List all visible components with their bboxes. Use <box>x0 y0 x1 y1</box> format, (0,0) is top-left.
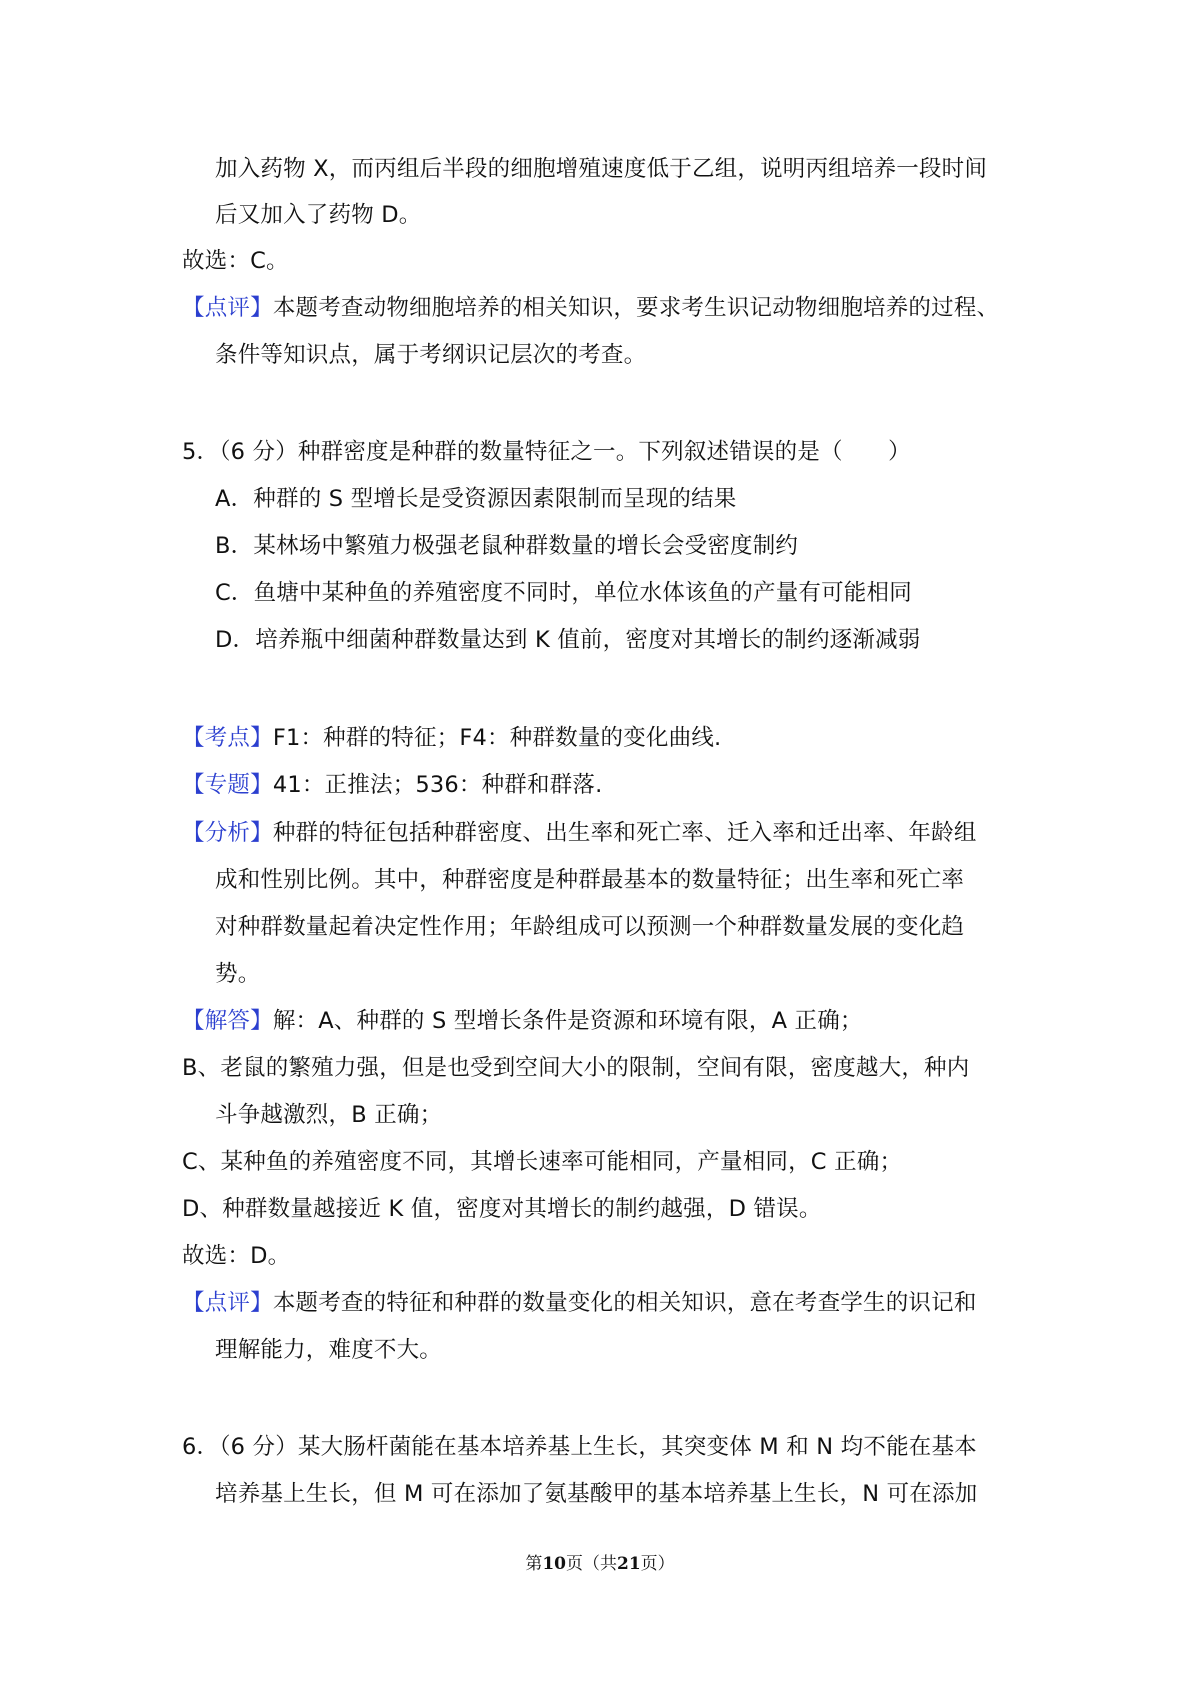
zhuanti <box>182 770 602 800</box>
jieda-b-line-1: B、老鼠的繁殖力强，但是也受到空间大小的限制，空间有限，密度越大，种内 <box>182 1055 970 1081</box>
jieda <box>182 1006 863 1036</box>
question-5-comment <box>182 1288 977 1318</box>
jieda-d: D、种群数量越接近 K 值，密度对其增长的制约越强，D 错误。 <box>182 1196 822 1222</box>
total-pages: 21 <box>617 1554 641 1574</box>
jieda-b-line-2: 斗争越激烈，B 正确； <box>215 1102 443 1128</box>
prev-answer: 故选：C。 <box>182 248 289 274</box>
prev-comment <box>182 293 999 323</box>
footer-prefix: 第 <box>525 1554 543 1574</box>
question-5-comment-line-2: 理解能力，难度不大。 <box>215 1337 443 1363</box>
fenxi-line-2: 成和性别比例。其中，种群密度是种群最基本的数量特征；出生率和死亡率 <box>215 867 965 893</box>
jieda-text: 解：A、种群的 S 型增长条件是资源和环境有限，A 正确； <box>272 1008 863 1034</box>
fenxi-text: 种群的特征包括种群密度、出生率和死亡率、迁入率和迁出率、年龄组 <box>272 820 977 846</box>
kaodian <box>182 723 721 753</box>
zhuanti-text: 41：正推法；536：种群和群落. <box>272 772 603 798</box>
prev-analysis-line-1: 加入药物 X，而丙组后半段的细胞增殖速度低于乙组，说明丙组培养一段时间 <box>215 156 988 182</box>
comment-tag: 【点评】 <box>182 1290 273 1316</box>
question-5-option-a: A．种群的 S 型增长是受资源因素限制而呈现的结果 <box>215 486 737 512</box>
question-5-stem: 5．（6 分）种群密度是种群的数量特征之一。下列叙述错误的是（ ） <box>182 439 911 465</box>
question-5-option-d: D．培养瓶中细菌种群数量达到 K 值前，密度对其增长的制约逐渐减弱 <box>215 627 921 653</box>
comment-text: 本题考查动物细胞培养的相关知识，要求考生识记动物细胞培养的过程、 <box>272 295 1000 321</box>
kaodian-tag: 【考点】 <box>182 725 273 751</box>
footer-middle: 页（共 <box>566 1554 617 1574</box>
fenxi <box>182 818 977 848</box>
page-number: 10 <box>542 1554 566 1574</box>
page-footer <box>0 1552 1200 1576</box>
question-6-stem-line-2: 培养基上生长，但 M 可在添加了氨基酸甲的基本培养基上生长，N 可在添加 <box>215 1481 978 1507</box>
fenxi-line-4: 势。 <box>215 961 261 987</box>
comment-text: 本题考查的特征和种群的数量变化的相关知识，意在考查学生的识记和 <box>272 1290 977 1316</box>
jieda-tag: 【解答】 <box>182 1008 273 1034</box>
comment-tag: 【点评】 <box>182 295 273 321</box>
prev-comment-line-2: 条件等知识点，属于考纲识记层次的考查。 <box>215 342 647 368</box>
question-5-option-b: B．某林场中繁殖力极强老鼠种群数量的增长会受密度制约 <box>215 533 799 559</box>
prev-analysis-line-2: 后又加入了药物 D。 <box>215 202 422 228</box>
question-5-option-c: C．鱼塘中某种鱼的养殖密度不同时，单位水体该鱼的产量有可能相同 <box>215 580 912 606</box>
question-6-stem-line-1: 6．（6 分）某大肠杆菌能在基本培养基上生长，其突变体 M 和 N 均不能在基本 <box>182 1434 977 1460</box>
question-5-answer: 故选：D。 <box>182 1243 291 1269</box>
jieda-c: C、某种鱼的养殖密度不同，其增长速率可能相同，产量相同，C 正确； <box>182 1149 903 1175</box>
zhuanti-tag: 【专题】 <box>182 772 273 798</box>
kaodian-text: F1：种群的特征；F4：种群数量的变化曲线. <box>272 725 722 751</box>
fenxi-tag: 【分析】 <box>182 820 273 846</box>
fenxi-line-3: 对种群数量起着决定性作用；年龄组成可以预测一个种群数量发展的变化趋 <box>215 914 965 940</box>
footer-suffix: 页） <box>640 1554 675 1574</box>
